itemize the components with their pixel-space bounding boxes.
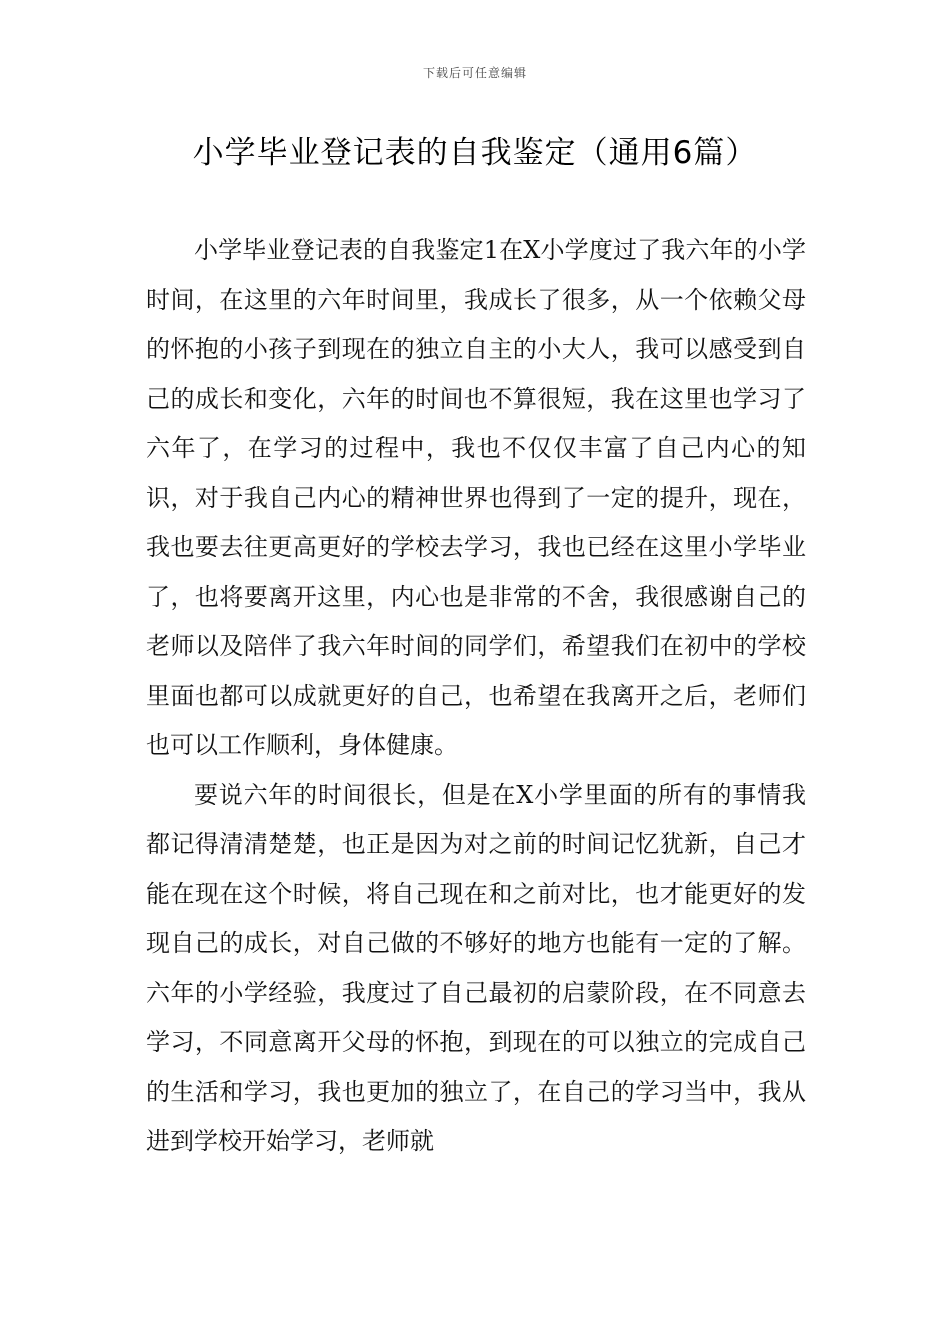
page-title: 小学毕业登记表的自我鉴定（通用6篇）	[192, 135, 758, 171]
document-body	[146, 226, 806, 1167]
header-note: 下载后可任意编辑	[422, 66, 527, 80]
paragraph-2: 要说六年的时间很长，但是在X小学里面的所有的事情我都记得清清楚楚，也正是因为对之前的时间记忆犹新，自己才能在现在这个时候，将自己现在和之前对比，也才能更好的发现自己的成长，对自己做的不够好的地方也能有一定的了解。六年的小学经验，我度过了自己最初的启蒙阶段，在不同意去学习，不同意离开父母的怀抱，到现在的可以独立的完成自己的生活和学习，我也更加的独立了，在自己的学习当中，我从进到学校开始学习，老师就	[146, 780, 806, 1155]
paragraph-1: 小学毕业登记表的自我鉴定1在X小学度过了我六年的小学时间，在这里的六年时间里，我成长了很多，从一个依赖父母的怀抱的小孩子到现在的独立自主的小大人，我可以感受到自己的成长和变化，六年的时间也不算很短，我在这里也学习了六年了，在学习的过程中，我也不仅仅丰富了自己内心的知识，对于我自己内心的精神世界也得到了一定的提升，现在，我也要去往更高更好的学校去学习，我也已经在这里小学毕业了，也将要离开这里，内心也是非常的不舍，我很感谢自己的老师以及陪伴了我六年时间的同学们，希望我们在初中的学校里面也都可以成就更好的自己，也希望在我离开之后，老师们也可以工作顺利，身体健康。	[146, 236, 806, 759]
